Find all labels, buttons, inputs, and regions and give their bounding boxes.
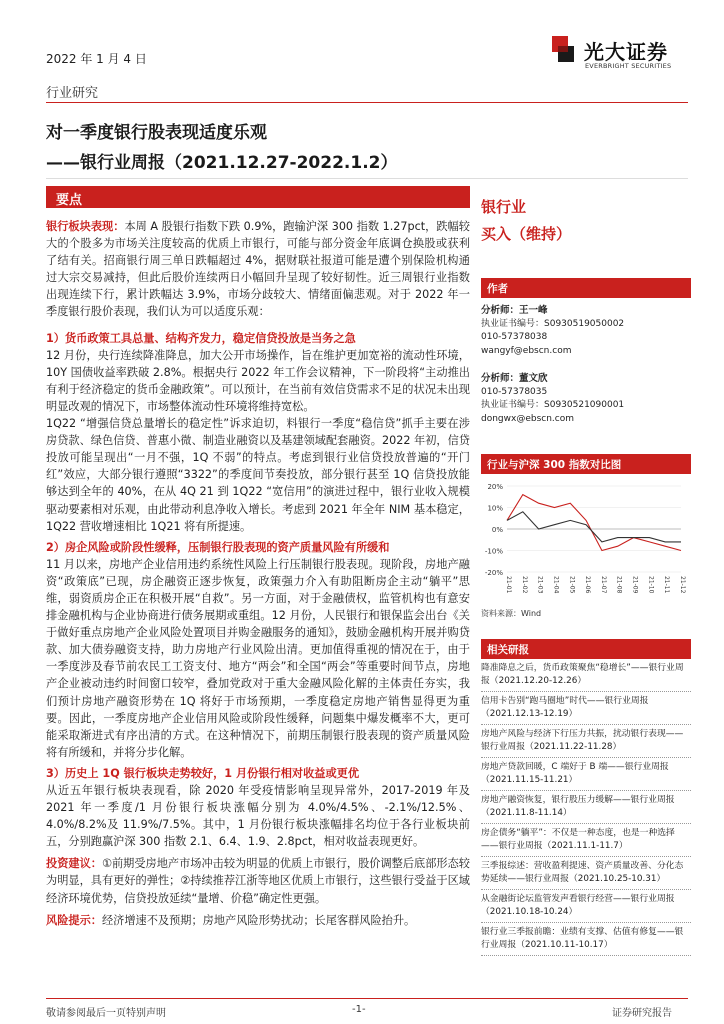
title-divider — [46, 178, 688, 179]
related-report-item[interactable]: 信用卡告别“跑马圈地”时代——银行业周报（2021.12.13-12.19） — [481, 692, 691, 725]
section-3-paragraph: 从近五年银行板块表现看，除 2020 年受疫情影响呈现异常外，2017-2019 年及 2021 年一季度/1 月份银行板块涨幅分别为 4.0%/4.5%、-2.1%/12.5%、4.0%/8.2%及 11.9%/7.5%。其中，1 月份银行板块涨幅排名均位于各行业板块前五，分别跑赢沪深 300 指数 2.1、6.4、1.9、2.8pct，相对收益表现更好。 — [46, 784, 470, 849]
section-1-paragraph-b: 1Q22 “增强信贷总量增长的稳定性”诉求迫切，料银行一季度“稳信贷”抓手主要在涉房贷款、绿色信贷、普惠小微、制造业融资以及基建领域配套融资。2022 年初，信贷投放可能呈现出“一月不强，1Q 不弱”的特点。考虑到银行业信贷投放普遍的“开门红”效应，大部分银行遵照“3322”的季度间节奏投放，部分银行甚至 1Q 信贷投放能够达到全年的 40%，在从 4Q 21 到 1Q22 “宽信用”的演进过程中，银行业收入规模驱动要素相对乐观，由此带动利息净收入增长。考虑到 2021 年全年 NIM 基本稳定，1Q22 营收增速相比 1Q21 将有所提速。 — [46, 417, 470, 533]
related-report-item[interactable]: 降准降息之后，货币政策聚焦“稳增长”——银行业周报（2021.12.20-12.26） — [481, 659, 691, 692]
footer-disclaimer: 敬请参阅最后一页特别声明 — [46, 1008, 166, 1019]
related-report-item[interactable]: 三季报综述：营收盈利提速、资产质量改善、分化态势延续——银行业周报（2021.10.25-10.31） — [481, 857, 691, 890]
comparison-chart-svg — [481, 480, 688, 600]
y-tick-label: -10% — [484, 547, 503, 556]
section-heading-3: 3）历史上 1Q 银行板块走势较好，1 月份银行相对收益或更优 — [46, 766, 360, 780]
page-number: -1- — [352, 1004, 366, 1015]
y-tick-label: 10% — [487, 504, 503, 513]
x-tick-label: 21-01 — [505, 576, 512, 594]
x-tick-label: 21-11 — [663, 576, 671, 594]
section-1-paragraph-a: 12 月份，央行连续降准降息，加大公开市场操作，旨在维护更加宽裕的流动性环境，10Y 国债收益率跌破 2.8%。根据央行 2022 年工作会议精神，下一阶段将“主动推出有利于经济稳定的货币金融政策”。可以预计，在当前有效信贷需求不足的状况未出现明显改观的情况下，市场整体流动性环境将维持宽松。 — [46, 348, 470, 413]
related-header: 相关研报 — [481, 639, 691, 659]
related-reports-list — [481, 659, 691, 956]
x-tick-label: 21-02 — [520, 576, 528, 594]
analyst-name: 分析师：王一峰 — [481, 305, 548, 316]
report-category: 行业研究 — [46, 86, 99, 101]
key-points-bar — [46, 186, 470, 208]
analyst-card — [481, 304, 691, 358]
analyst-cert: 执业证书编号：S0930521090001 — [481, 400, 625, 410]
chart-source: 资料来源：Wind — [481, 609, 542, 618]
related-report-item[interactable]: 银行业三季报前瞻：业绩有支撑、估值有修复——银行业周报（2021.10.11-10.17） — [481, 923, 691, 956]
investment-advice — [46, 855, 470, 906]
y-tick-label: 20% — [487, 483, 503, 491]
report-subtitle: ——银行业周报（2021.12.27-2022.1.2） — [46, 153, 398, 173]
bank-sector-label: 银行板块表现： — [46, 220, 125, 233]
analyst-email[interactable]: dongwx@ebscn.com — [481, 413, 574, 424]
bank-sector-text: 本周 A 股银行指数下跌 0.9%，跑输沪深 300 指数 1.27pct，跌幅较大的个股多为市场关注度较高的优质上市银行，可能与部分资金年底调仓换股或获利了结有关。招商银行周三单日跌幅超过 4%，据财联社报道可能是遭个别保险机构通过大宗交易减持，但此后股价连续两日小幅回升呈现了较好韧性。近三周银行业指数出现连续下行，累计跌幅达 3.9%，市场分歧较大、情绪面偏悲观。对于 2022 年一季度银行股价表现，我们认为可以适度乐观： — [46, 220, 470, 319]
chart-header: 行业与沪深 300 指数对比图 — [481, 454, 691, 474]
rating: 买入（维持） — [481, 225, 572, 243]
x-tick-label: 21-08 — [615, 576, 623, 594]
company-logo — [548, 34, 688, 74]
footer-report-type: 证券研究报告 — [612, 1008, 672, 1019]
section-heading-1: 1）货币政策工具总量、结构齐发力，稳定信贷投放是当务之急 — [46, 331, 356, 345]
related-report-item[interactable]: 从金融街论坛监管发声看银行经营——银行业周报（2021.10.18-10.24） — [481, 890, 691, 923]
header-divider — [46, 102, 688, 103]
related-report-item[interactable]: 房地产贷款回暖，C 端好于 B 端——银行业周报（2021.11.15-11.21） — [481, 758, 691, 791]
analyst-name: 分析师：董文欣 — [481, 373, 548, 384]
author-header: 作者 — [481, 278, 691, 298]
x-tick-label: 21-10 — [647, 576, 655, 594]
investment-advice-label: 投资建议： — [46, 857, 102, 871]
risk-warning — [46, 912, 470, 929]
y-tick-label: -20% — [484, 569, 503, 577]
bank-sector-paragraph — [46, 218, 470, 321]
section-heading-2: 2）房企风险或阶段性缓释，压制银行股表现的资产质量风险有所缓和 — [46, 540, 390, 554]
risk-warning-label: 风险提示： — [46, 913, 102, 927]
sector-name: 银行业 — [481, 198, 527, 216]
logo-text-en: EVERBRIGHT SECURITIES — [585, 62, 672, 70]
key-points-label: 要点 — [56, 193, 83, 208]
x-tick-label: 21-12 — [679, 576, 686, 594]
x-tick-label: 21-07 — [599, 576, 607, 594]
analyst-phone: 010-57378035 — [481, 386, 548, 397]
x-tick-label: 21-09 — [631, 576, 639, 594]
everbright-logo-icon — [548, 34, 578, 68]
x-tick-label: 21-03 — [536, 576, 544, 594]
report-title: 对一季度银行股表现适度乐观 — [46, 123, 267, 143]
logo-text-cn: 光大证券 — [584, 40, 668, 64]
analyst-phone: 010-57378038 — [481, 332, 548, 342]
related-report-item[interactable]: 房地产融资恢复，银行股压力缓解——银行业周报（2021.11.8-11.14） — [481, 791, 691, 824]
comparison-chart — [481, 480, 688, 600]
risk-warning-text: 经济增速不及预期；房地产风险形势扰动；长尾客群风险抬升。 — [101, 913, 416, 927]
section-2-paragraph: 11 月以来，房地产企业信用违约系统性风险上行压制银行股表现。现阶段，房地产融资“政策底”已现，房企融资正逐步恢复，政策强力介入有助阻断房企主动“躺平”思维，弱资质房企正在积极开展“自救”。另一方面，对于金融债权，监管机构也有意安排金融机构与企业协商进行债务展期或重组。12 月份，人民银行和银保监会出台《关于做好重点房地产企业风险处置项目并购金融服务的通知》，鼓励金融机构开展并购贷款、加大债券融资支持，助力房地产行业风险出清。更加值得重视的情况在于，由于一季度涉及春节前农民工工资支付、地方“两会”和全国“两会”等重要时间节点，房地产企业被动违约时间窗口较窄，叠加党政对于重大金融风险化解的主体责任夯实，我们预计房地产融资形势在 1Q 将好于市场预期，一季度稳定房地产销售显得更为重要。因此，一季度房地产企业信用风险或阶段性缓释，问题集中爆发概率不大，更可能采取渐进式有序出清的方式。在这种情况下，前期压制银行股表现的资产质量风险将有所缓和，并将分步化解。 — [46, 557, 470, 759]
related-report-item[interactable]: 房地产风险与经济下行压力共振，扰动银行表现——银行业周报（2021.11.22-11.28） — [481, 725, 691, 758]
x-tick-label: 21-05 — [568, 576, 576, 594]
investment-advice-text: ①前期受房地产市场冲击较为明显的优质上市银行，股价调整后底部形态较为明显，具有更好的弹性；②持续推荐江浙等地区优质上市银行，这些银行受益于区域经济环境优势，信贷投放延续“量增、价稳”确定性更强。 — [46, 857, 470, 905]
main-content — [46, 218, 470, 929]
y-tick-label: 0% — [491, 526, 503, 534]
analyst-email[interactable]: wangyf@ebscn.com — [481, 345, 572, 356]
sidebar — [481, 196, 691, 956]
report-date: 2022 年 1 月 4 日 — [46, 52, 147, 66]
analyst-card — [481, 372, 691, 426]
x-tick-label: 21-04 — [552, 576, 560, 594]
series-line-1 — [507, 512, 681, 542]
analyst-cert: 执业证书编号：S0930519050002 — [481, 318, 625, 329]
x-tick-label: 21-06 — [584, 576, 592, 594]
related-report-item[interactable]: 房企债务“躺平”：不仅是一种态度，也是一种选择——银行业周报（2021.11.1-11.7） — [481, 824, 691, 857]
footer-divider — [46, 998, 688, 999]
